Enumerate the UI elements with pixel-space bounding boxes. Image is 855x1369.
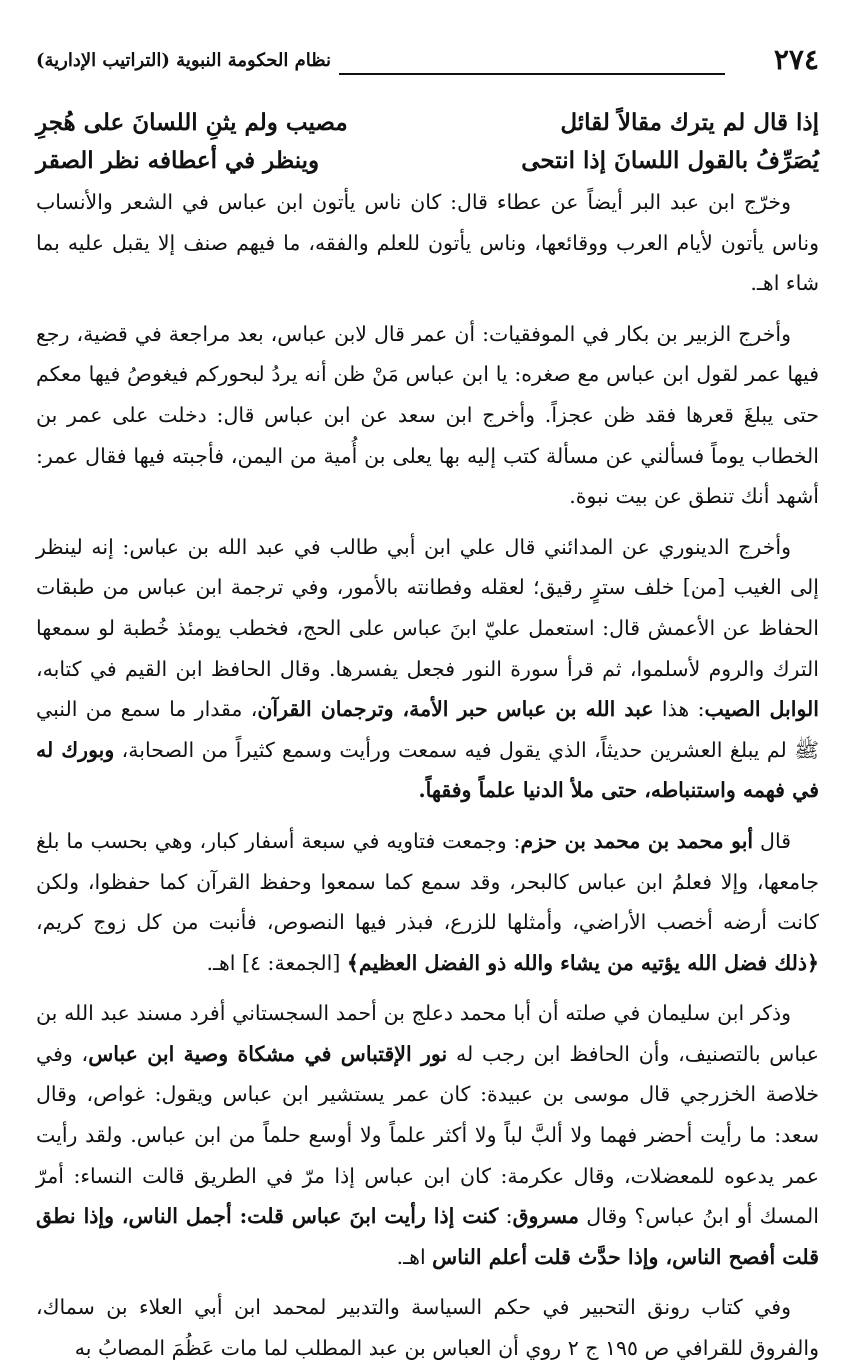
text-run: وأخرج الزبير بن بكار في الموفقيات: أن عمر قال لابن عباس، بعد مراجعة في قضية، رجع فيها عمر لقول ابن عباس مع صغره: يا ابن عباس مَنْ ظن أنه يردُ لبحوركم فيغوصُ فيها معكم حتى يبلغَ قعرها فقد ظن عجزاً. وأخرج ابن سعد عن ابن عباس قال: دخلت على عمر بن الخطاب يوماً فسألني عن مسألة كتب إليه بها يعلى بن أُمية من اليمن، فأجبته فيها فقال عمر: أشهد أنك تنطق عن بيت نبوة. [36,321,819,509]
verse-line [36,104,819,142]
text-run: قال [753,828,791,853]
bold-text: مسروق [512,1204,579,1229]
text-run: وخرّج ابن عبد البر أيضاً عن عطاء قال: كان ناس يأتون ابن عباس في الشعر والأنساب وناس يأتون لأيام العرب ووقائعها، وناس يأتون للعلم والفقه، ما فيهم صنف إلا يقبل عليه بما شاء اهـ. [36,190,819,296]
verse-line [36,142,819,180]
verse-second-hemistich: مصيب ولم يثنِ اللسانَ على هُجرِ [36,109,348,136]
bold-text: أبو محمد بن محمد بن حزم [520,828,754,853]
paragraph [36,527,819,811]
text-run: : هذا [653,697,705,722]
verse-second-hemistich: وينظر في أعطافه نظر الصقر [36,147,320,174]
bold-text: الوابل الصيب [704,697,819,722]
paragraph [36,1287,819,1368]
paragraph [36,182,819,304]
text-run: وفي كتاب رونق التحبير في حكم السياسة والتدبير لمحمد ابن أبي العلاء بن سماك، والفروق للقرافي ص ١٩٥ ج ٢ روي أن العباس بن عبد المطلب لما مات عَظُمَ المصابُ به [36,1295,819,1361]
bold-text: نور الإقتباس في مشكاة وصية ابن عباس [88,1041,448,1066]
bold-text: وبورك له في فهمه واستنباطه، حتى ملأ الدنيا علماً وفقهاً. [36,737,819,803]
text-run: : [498,1204,513,1229]
page-header [36,40,819,86]
page-number: ٢٧٤ [766,40,819,80]
text-run: : وجمعت فتاويه في سبعة أسفار كبار، وهي بحسب ما بلغ جامعها، وإلا فعلمُ ابن عباس كالبحر، وقد سمع كما سمعوا وحفظ القرآن كما حفظوا، ولكن كانت أرضه أخصب الأراضي، وأمثلها للزرع، فبذر فيها النصوص، فأنبت من كل زوج كريم، [36,828,819,935]
text-run: وذكر ابن سليمان في صلته أن أبا محمد دعلج بن أحمد السجستاني أفرد مسند عبد الله بن عباس بالتصنيف، وأن الحافظ ابن رجب له [36,1001,819,1066]
text-run: اهـ. [396,1244,433,1269]
bold-text: عبد الله بن عباس حبر الأمة، وترجمان القرآن [257,697,654,722]
text-run: ، مقدار ما سمع من النبي ﷺ لم يبلغ العشرين حديثاً، الذي يقول فيه سمعت ورأيت وسمع كثيراً من الصحابة، [36,697,819,762]
text-run: ، وفي خلاصة الخزرجي قال موسى بن عبيدة: كان عمر يستشير ابن عباس ويقول: غواص، وقال سعد: ما رأيت أحضر فهما ولا ألبَّ لباً ولا أكثر علماً ولا أوسع حلماً من ابن عباس. ولقد رأيت عمر يدعوه للمعضلات، وقال عكرمة: كان ابن عباس إذا مرّ في الطريق قالت النساء: أمرّ المسك أو ابنُ عباس؟ وقال [36,1041,819,1229]
body-text [36,182,819,1369]
text-run: [الجمعة: ٤] اهـ. [206,950,347,975]
bold-text: كنت إذا رأيت ابنَ عباس قلت: أجمل الناس، وإذا نطق قلت أفصح الناس، وإذا حدَّث قلت أعلم الناس [36,1204,819,1269]
running-title: نظام الحكومة النبوية (التراتيب الإدارية) [36,46,339,76]
paragraph [36,993,819,1277]
verse-first-hemistich: يُصَرِّفُ بالقول اللسانَ إذا انتحى [521,147,819,174]
poetry-block [36,104,819,180]
paragraph [36,314,819,517]
bold-text: ﴿ذلك فضل الله يؤتيه من يشاء والله ذو الفضل العظيم﴾ [346,950,819,975]
text-run: وأخرج الدينوري عن المدائني قال علي ابن أبي طالب في عبد الله بن عباس: إنه لينظر إلى الغيب [من] خلف سترٍ رقيق؛ لعقله وفطانته بالأمور، وفي ترجمة ابن عباس من طبقات الحفاظ عن الأعمش قال: استعمل عليّ ابنَ عباس على الحج، فخطب يومئذ خُطبة لو سمعها الترك والروم لأسلموا، ثم قرأ سورة النور فجعل يفسرها. وقال الحافظ ابن القيم في كتابه، [36,534,819,681]
verse-first-hemistich: إذا قال لم يترك مقالاً لقائل [560,109,819,136]
paragraph [36,821,819,983]
